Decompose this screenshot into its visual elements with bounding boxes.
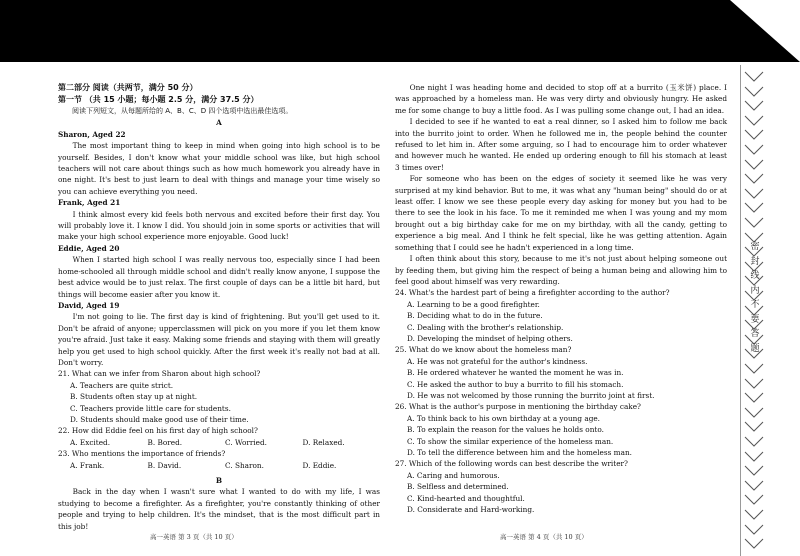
seal-chevron-mark — [743, 376, 765, 390]
question-26 — [395, 401, 727, 458]
option: B. Students often stay up at night. — [70, 392, 198, 402]
passage-b-label: B — [215, 476, 223, 485]
option: C. He asked the author to buy a burrito to fill his stomach. — [407, 379, 624, 389]
question-23 — [58, 448, 380, 471]
passage-b-continued — [395, 82, 727, 287]
seal-chevron-mark — [743, 390, 765, 404]
seal-chevron-mark — [743, 507, 765, 521]
question-24 — [395, 287, 727, 344]
speaker-name: David, Aged 19 — [58, 300, 120, 310]
option: A. Teachers are quite strict. — [70, 380, 174, 390]
seal-chevron-mark — [743, 113, 765, 127]
footer-left: 高一英语 第 3 页（共 10 页） — [150, 533, 238, 541]
seal-chevron-mark — [743, 157, 765, 171]
seal-chevron-mark — [743, 142, 765, 156]
seal-chevron-mark — [743, 492, 765, 506]
passage-b-intro: Back in the day when I wasn't sure what I wanted to do with my life, I was studying to become a firefighter. As a firefighter, you're constantly thinking of other people and trying to help children. It's the mindset, that is the most difficult part in this job! — [58, 487, 380, 531]
instruction: 阅读下列短文，从每题所给的 A、B、C、D 四个选项中选出最佳选项。 — [72, 107, 293, 115]
seal-line-label: 密封线内不要答题 — [750, 242, 760, 354]
option: A. He was not grateful for the author's kindness. — [407, 356, 588, 366]
section-heading: 第一节 （共 15 小题；每小题 2.5 分，满分 37.5 分） — [58, 95, 259, 104]
seal-chevron-mark — [743, 200, 765, 214]
seal-chevron-mark — [743, 84, 765, 98]
paragraph: For someone who has been on the edges of society it seemed like he was very surprised at my kind behavior. But to me, it was what any "human being" should do or at least offer. I know we see these people every day asking for money but you had to be there to see the look in his face. To me it reminded me when I was young and my mom brought out a big birthday cake for me on my birthday, with all the candy, getting to experience a big meal. And I think he felt special, like he was getting attention. Again something that I could see he hadn't experienced in a long time. — [395, 174, 727, 252]
question-21 — [58, 368, 380, 425]
option: A. Excited. — [70, 437, 111, 447]
scanner-black-band — [0, 0, 800, 62]
option: B. Bored. — [147, 437, 183, 447]
part-heading: 第二部分 阅读（共两节，满分 50 分） — [58, 83, 198, 92]
speaker-text: I think almost every kid feels both nervous and excited before their first day. You will probably love it. I know I did. You should join in some sports or activities that will make your high school experience more enjoyable. Good luck! — [58, 209, 380, 242]
seal-chevron-mark — [743, 186, 765, 200]
question-stem: 24. What's the hardest part of being a firefighter according to the author? — [395, 288, 670, 298]
left-page — [58, 82, 380, 532]
option: D. To tell the difference between him and the homeless man. — [407, 448, 632, 457]
speaker-text: When I started high school I was really nervous too, especially since I had been home-schooled all through middle school and didn't really know anyone, I suppose the best advice would be to just relax. The first couple of days can be a little bit hard, but things will become easier after you know it. — [58, 255, 380, 299]
seal-chevron-mark — [743, 215, 765, 229]
option: D. Students should make good use of their time. — [70, 414, 249, 424]
page-corner — [730, 0, 800, 62]
speaker-text: The most important thing to keep in mind when going into high school is to be yourself. Besides, I don't know what your middle school was like, but high school teachers will not care about things such as how much homework you already have in one night. It's best to just learn to deal with things and manage your time wisely so you can achieve everything you need. — [58, 141, 380, 196]
seal-chevron-mark — [743, 405, 765, 419]
question-stem: 26. What is the author's purpose in mentioning the birthday cake? — [395, 402, 641, 412]
paragraph: I often think about this story, because to me it's not just about helping someone out by feeding them, but giving him the respect of being a human being and allowing him to feel good about himself was very rewarding. — [395, 254, 727, 286]
passage-a-label: A — [216, 118, 222, 128]
seal-chevron-mark — [743, 536, 765, 550]
option: D. Developing the mindset of helping others. — [407, 333, 573, 343]
option: C. Dealing with the brother's relationship. — [407, 322, 564, 332]
speaker-text: I'm not going to lie. The first day is kind of frightening. But you'll get used to it. Don't be afraid of anyone; upperclassmen will pick on you more if you let them know you're afraid. Just take it easy. Making some friends and staying with them will greatly help you get used to high school quickly. After the first week it's really not bad at all. Don't worry. — [58, 312, 380, 367]
option: C. To show the similar experience of the homeless man. — [407, 436, 614, 446]
question-stem: 21. What can we infer from Sharon about high school? — [58, 369, 261, 379]
seal-chevron-mark — [743, 522, 765, 536]
option: A. Frank. — [70, 460, 105, 470]
question-22 — [58, 425, 380, 448]
option: B. He ordered whatever he wanted the moment he was in. — [407, 368, 624, 378]
speaker-name: Eddie, Aged 20 — [58, 243, 120, 253]
seal-chevron-mark — [743, 449, 765, 463]
option: D. Eddie. — [302, 460, 337, 470]
seal-chevron-mark — [743, 419, 765, 433]
option: A. Learning to be a good firefighter. — [407, 299, 540, 309]
right-page — [395, 82, 727, 515]
seal-chevron-mark — [743, 171, 765, 185]
option: B. David. — [147, 460, 182, 470]
option: C. Teachers provide little care for students. — [70, 403, 231, 413]
seal-chevron-mark — [743, 478, 765, 492]
question-25 — [395, 344, 727, 401]
option: A. Caring and humorous. — [407, 470, 500, 480]
option: C. Worried. — [225, 437, 267, 447]
option: C. Kind-hearted and thoughtful. — [407, 493, 525, 503]
question-stem: 23. Who mentions the importance of friends? — [58, 449, 226, 459]
option: B. Selfless and determined. — [407, 482, 509, 492]
seal-chevron-mark — [743, 434, 765, 448]
option: A. To think back to his own birthday at a young age. — [407, 413, 601, 423]
paragraph: One night I was heading home and decided to stop off at a burrito (玉米饼) place. I was approached by a homeless man. He was very dirty and obviously hungry. He asked me for some change to buy a little food. As I was pulling some change out, I had an idea. — [395, 83, 727, 115]
option: D. He was not welcomed by those running the burrito joint at first. — [407, 390, 655, 400]
seal-chevron-mark — [743, 361, 765, 375]
option: D. Considerate and Hard-working. — [407, 505, 535, 515]
option: C. Sharon. — [225, 460, 264, 470]
seal-chevron-mark — [743, 69, 765, 83]
seal-chevron-mark — [743, 463, 765, 477]
speaker-name: Sharon, Aged 22 — [58, 129, 126, 139]
footer-right: 高一英语 第 4 页（共 10 页） — [500, 533, 588, 541]
question-27 — [395, 458, 727, 515]
option: D. Relaxed. — [302, 437, 345, 447]
question-stem: 22. How did Eddie feel on his first day of high school? — [58, 426, 258, 436]
seal-chevron-mark — [743, 127, 765, 141]
passage-a — [58, 129, 380, 369]
question-stem: 27. Which of the following words can best describe the writer? — [395, 459, 628, 469]
speaker-name: Frank, Aged 21 — [58, 198, 121, 208]
option: B. Deciding what to do in the future. — [407, 311, 543, 321]
paragraph: I decided to see if he wanted to eat a real dinner, so I asked him to follow me back into the burrito joint to order. When he followed me in, the people behind the counter refused to let him in. After some arguing, so I had to encourage him to order whatever and however much he wanted. He ended up ordering enough to fill his stomach at least 3 times over! — [395, 117, 727, 172]
question-stem: 25. What do we know about the homeless man? — [395, 345, 572, 355]
option: B. To explain the reason for the values he holds onto. — [407, 425, 604, 435]
seal-chevron-mark — [743, 98, 765, 112]
